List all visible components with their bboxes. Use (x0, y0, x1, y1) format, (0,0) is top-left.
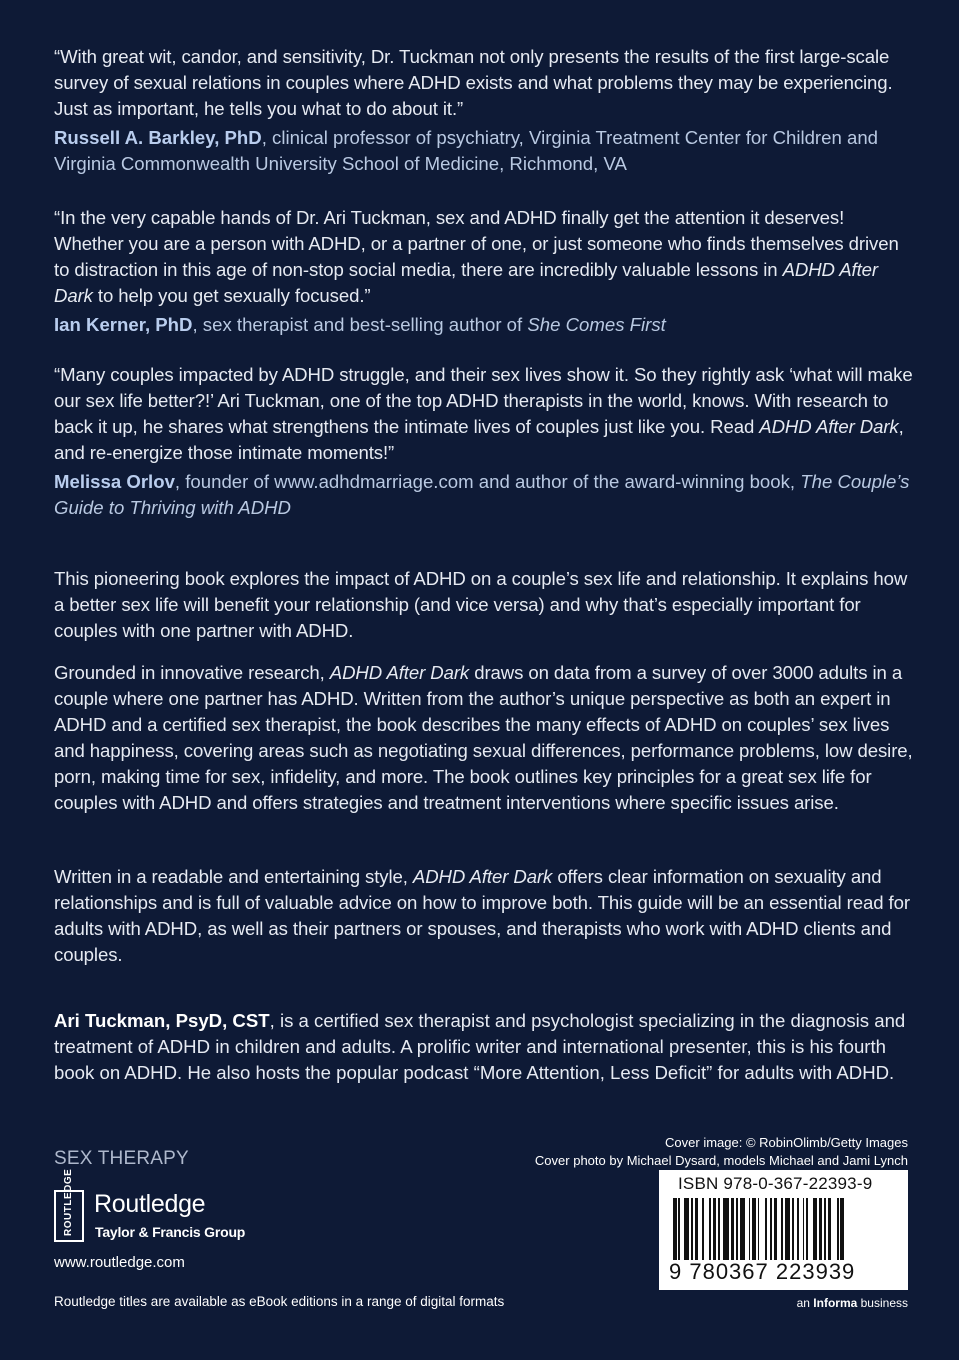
barcode-bar (840, 1198, 844, 1260)
barcode-bar (678, 1198, 680, 1260)
barcode-bar (806, 1198, 808, 1260)
publisher-name: Routledge (94, 1190, 206, 1218)
barcode-bar (684, 1198, 689, 1260)
barcode-bar (824, 1198, 826, 1260)
book-title: ADHD After Dark (54, 259, 878, 306)
description-text-part: Grounded in innovative research, (54, 662, 330, 683)
barcode-bar (765, 1198, 767, 1260)
endorser-book-title: She Comes First (527, 314, 666, 335)
endorser-role: , founder of www.adhdmarriage.com and author of the award-winning book, (174, 471, 801, 492)
description-paragraph-1 (54, 566, 914, 644)
description-paragraph-2 (54, 660, 914, 816)
endorser-role: , sex therapist and best-selling author of (192, 314, 528, 335)
barcode-bar (718, 1198, 720, 1260)
barcode-bar (837, 1198, 839, 1260)
barcode-bar (785, 1198, 790, 1260)
description-text (54, 660, 914, 816)
barcode-bar (723, 1198, 728, 1260)
quote-text-part: to help you get sexually focused.” (92, 285, 371, 306)
subject-category: SEX THERAPY (54, 1148, 189, 1169)
book-title: ADHD After Dark (412, 866, 553, 887)
informa-suffix: business (857, 1296, 908, 1310)
description-text: This pioneering book explores the impact of ADHD on a couple’s sex life and relationship. It explains how a better sex life will benefit your relationship (and vice versa) and why that’s especially important for couples with one partner with ADHD. (54, 568, 908, 641)
publisher-mark-text: ROUTLEDGE (63, 1168, 74, 1236)
quote-text (54, 362, 914, 466)
endorsement-kerner (54, 205, 914, 338)
quote-text (54, 205, 914, 309)
barcode-bar (673, 1198, 677, 1260)
barcode-bar (819, 1198, 823, 1260)
barcode-digits: 9 780367 223939 (669, 1259, 856, 1284)
cover-image-credit: Cover image: © RobinOlimb/Getty Images (665, 1135, 908, 1150)
quote-attribution (54, 125, 914, 177)
quote-attribution (54, 469, 914, 521)
quote-text: “With great wit, candor, and sensitivity, Dr. Tuckman not only presents the results of the first large-scale survey of sexual relations in couples where ADHD exists and what problems they may be experiencing. Just as important, he tells you what to do about it.” (54, 46, 893, 119)
barcode-bar (781, 1198, 783, 1260)
barcode-bar (752, 1198, 756, 1260)
barcode-bar (731, 1198, 735, 1260)
description-text-part: offers clear information on sexuality and relationships and is full of valuable advice on how to improve both. This guide will be an essential read for adults with ADHD, as well as their partners or spouses, and therapists who work with ADHD clients and couples. (54, 866, 910, 965)
endorser-name: Melissa Orlov (54, 471, 175, 492)
author-bio (54, 1008, 914, 1086)
description-text (54, 864, 914, 968)
barcode-bar (749, 1198, 751, 1260)
informa-prefix: an (796, 1296, 814, 1310)
quote-text-part: “In the very capable hands of Dr. Ari Tuckman, sex and ADHD finally get the attention it deserves! Whether you are a person with ADHD, or a partner of one, or just someone who finds themselves driven to distraction in this age of non-stop social media, there are incredibly valuable lessons in (54, 207, 899, 280)
barcode-bar (774, 1198, 778, 1260)
description-text-part: draws on data from a survey of over 3000 adults in a couple where one partner has ADHD. Written from the author’s unique perspective as both an expert in ADHD and a certified sex therapist, the book describes the many effects of ADHD on couples’ sex lives and happiness, covering areas such as negotiating sexual differences, performance problems, low desire, porn, making time for sex, infidelity, and more. The book outlines key principles for a great sex life for couples with ADHD and offers strategies and treatment interventions where specific issues arise. (54, 662, 913, 813)
informa-brand: Informa (813, 1296, 858, 1310)
book-title: ADHD After Dark (759, 416, 899, 437)
quote-text-part: “Many couples impacted by ADHD struggle, and their sex lives show it. So they rightly ask ‘what will make our sex life better?!’ Ari Tuckman, one of the top ADHD therapists in the world, knows. With research to back it up, he shares what strengthens the intimate lives of couples just like you. Read (54, 364, 913, 437)
barcode-bar (813, 1198, 817, 1260)
description-paragraph-3 (54, 864, 914, 968)
barcode-bar (803, 1198, 805, 1260)
barcode-bar (736, 1198, 738, 1260)
informa-business (797, 1296, 908, 1310)
barcode-bar (709, 1198, 711, 1260)
ebook-note: Routledge titles are available as eBook editions in a range of digital formats (54, 1294, 505, 1309)
barcode-bar (691, 1198, 693, 1260)
routledge-mark-icon (54, 1168, 84, 1242)
endorsement-orlov (54, 362, 914, 521)
quote-text-part: , and re-energize those intimate moments!” (54, 416, 904, 463)
endorser-book-title: The Couple’s Guide to Thriving with ADHD (54, 471, 910, 518)
description-text-part: Written in a readable and entertaining style, (54, 866, 413, 887)
endorser-name: Russell A. Barkley, PhD (54, 127, 262, 148)
endorser-role: , clinical professor of psychiatry, Virginia Treatment Center for Children and Virginia Commonwealth University School of Medicine, Richmond, VA (54, 127, 878, 174)
endorsement-barkley (54, 44, 914, 177)
cover-photo-credit: Cover photo by Michael Dysard, models Michael and Jami Lynch (534, 1153, 908, 1168)
barcode-bar (828, 1198, 832, 1260)
barcode-bars (673, 1198, 895, 1260)
endorser-name: Ian Kerner, PhD (54, 314, 193, 335)
barcode-bar (740, 1198, 745, 1260)
barcode-bar (758, 1198, 760, 1260)
barcode-bar (792, 1198, 794, 1260)
author-bio-text (54, 1008, 914, 1086)
barcode-bar (702, 1198, 704, 1260)
barcode-bar (797, 1198, 799, 1260)
book-title: ADHD After Dark (329, 662, 470, 683)
publisher-logo (54, 1168, 284, 1244)
quote-attribution (54, 312, 914, 338)
barcode-bar (695, 1198, 699, 1260)
publisher-group: Taylor & Francis Group (95, 1224, 246, 1240)
barcode-bar (713, 1198, 717, 1260)
publisher-website: www.routledge.com (54, 1254, 185, 1271)
barcode-bar (770, 1198, 772, 1260)
image-credits (535, 1134, 908, 1170)
author-bio-body: , is a certified sex therapist and psychologist specializing in the diagnosis and treatment of ADHD in children and adults. A prolific writer and international presenter, this is his fourth book on ADHD. He also hosts the popular podcast “More Attention, Less Deficit” for adults with ADHD. (54, 1010, 906, 1083)
isbn-barcode (659, 1170, 908, 1290)
isbn-label: ISBN 978-0-367-22393-9 (678, 1174, 873, 1193)
author-name: Ari Tuckman, PsyD, CST (54, 1010, 270, 1031)
